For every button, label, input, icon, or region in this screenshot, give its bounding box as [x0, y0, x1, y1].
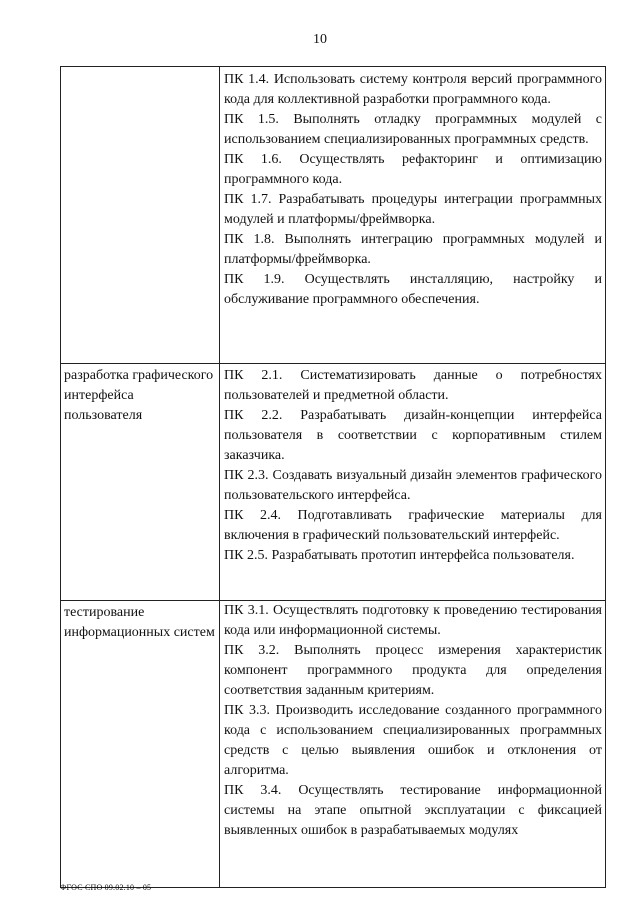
competencies-cell [220, 67, 606, 364]
page-number: 10 [313, 32, 327, 47]
competency-item: ПК 2.2. Разрабатывать дизайн-концепции интерфейса пользователя в соответствии с корпоративным стилем заказчика. [224, 408, 602, 463]
competencies-table [60, 66, 606, 888]
competency-item: ПК 2.4. Подготавливать графические материалы для включения в графический пользовательский интерфейс. [224, 508, 602, 543]
competencies-cell [220, 601, 606, 888]
competency-item: ПК 1.9. Осуществлять инсталляцию, настройку и обслуживание программного обеспечения. [224, 272, 602, 307]
activity-area-cell [61, 67, 220, 364]
competency-item: ПК 1.8. Выполнять интеграцию программных модулей и платформы/фреймворка. [224, 232, 602, 267]
activity-area-cell [61, 601, 220, 888]
competency-item: ПК 2.3. Создавать визуальный дизайн элементов графического пользовательского интерфейса. [224, 468, 602, 503]
competency-item: ПК 3.1. Осуществлять подготовку к проведению тестирования кода или информационной системы. [224, 603, 602, 638]
activity-area-cell [61, 364, 220, 601]
document-footer: ФГОС СПО 09.02.10 – 05 [60, 883, 152, 892]
competency-item: ПК 2.1. Систематизировать данные о потребностях пользователей и предметной области. [224, 368, 602, 403]
competency-item: ПК 3.3. Производить исследование созданного программного кода с использованием специализированных программных средств с целью выявления ошибок и отклонения от алгоритма. [224, 703, 602, 778]
table-row [61, 67, 606, 364]
competency-item: ПК 3.4. Осуществлять тестирование информационной системы на этапе опытной эксплуатации с фиксацией выявленных ошибок в разрабатываемых модулях [224, 783, 602, 838]
competency-item: ПК 2.5. Разрабатывать прототип интерфейса пользователя. [224, 548, 575, 563]
activity-area-name [61, 67, 219, 69]
activity-area-name: тестирование информационных систем [64, 605, 215, 640]
table-row [61, 364, 606, 601]
activity-area-name: разработка графического интерфейса пользователя [64, 368, 214, 423]
competency-item: ПК 1.7. Разрабатывать процедуры интеграции программных модулей и платформы/фреймворка. [224, 192, 602, 227]
competency-item: ПК 1.6. Осуществлять рефакторинг и оптимизацию программного кода. [224, 152, 602, 187]
table-row [61, 601, 606, 888]
competency-item: ПК 1.4. Использовать систему контроля версий программного кода для коллективной разработки программного кода. [224, 72, 602, 107]
competency-item: ПК 3.2. Выполнять процесс измерения характеристик компонент программного продукта для определения соответствия заданным критериям. [224, 643, 602, 698]
competency-item: ПК 1.5. Выполнять отладку программных модулей с использованием специализированных программных средств. [224, 112, 602, 147]
competencies-cell [220, 364, 606, 601]
